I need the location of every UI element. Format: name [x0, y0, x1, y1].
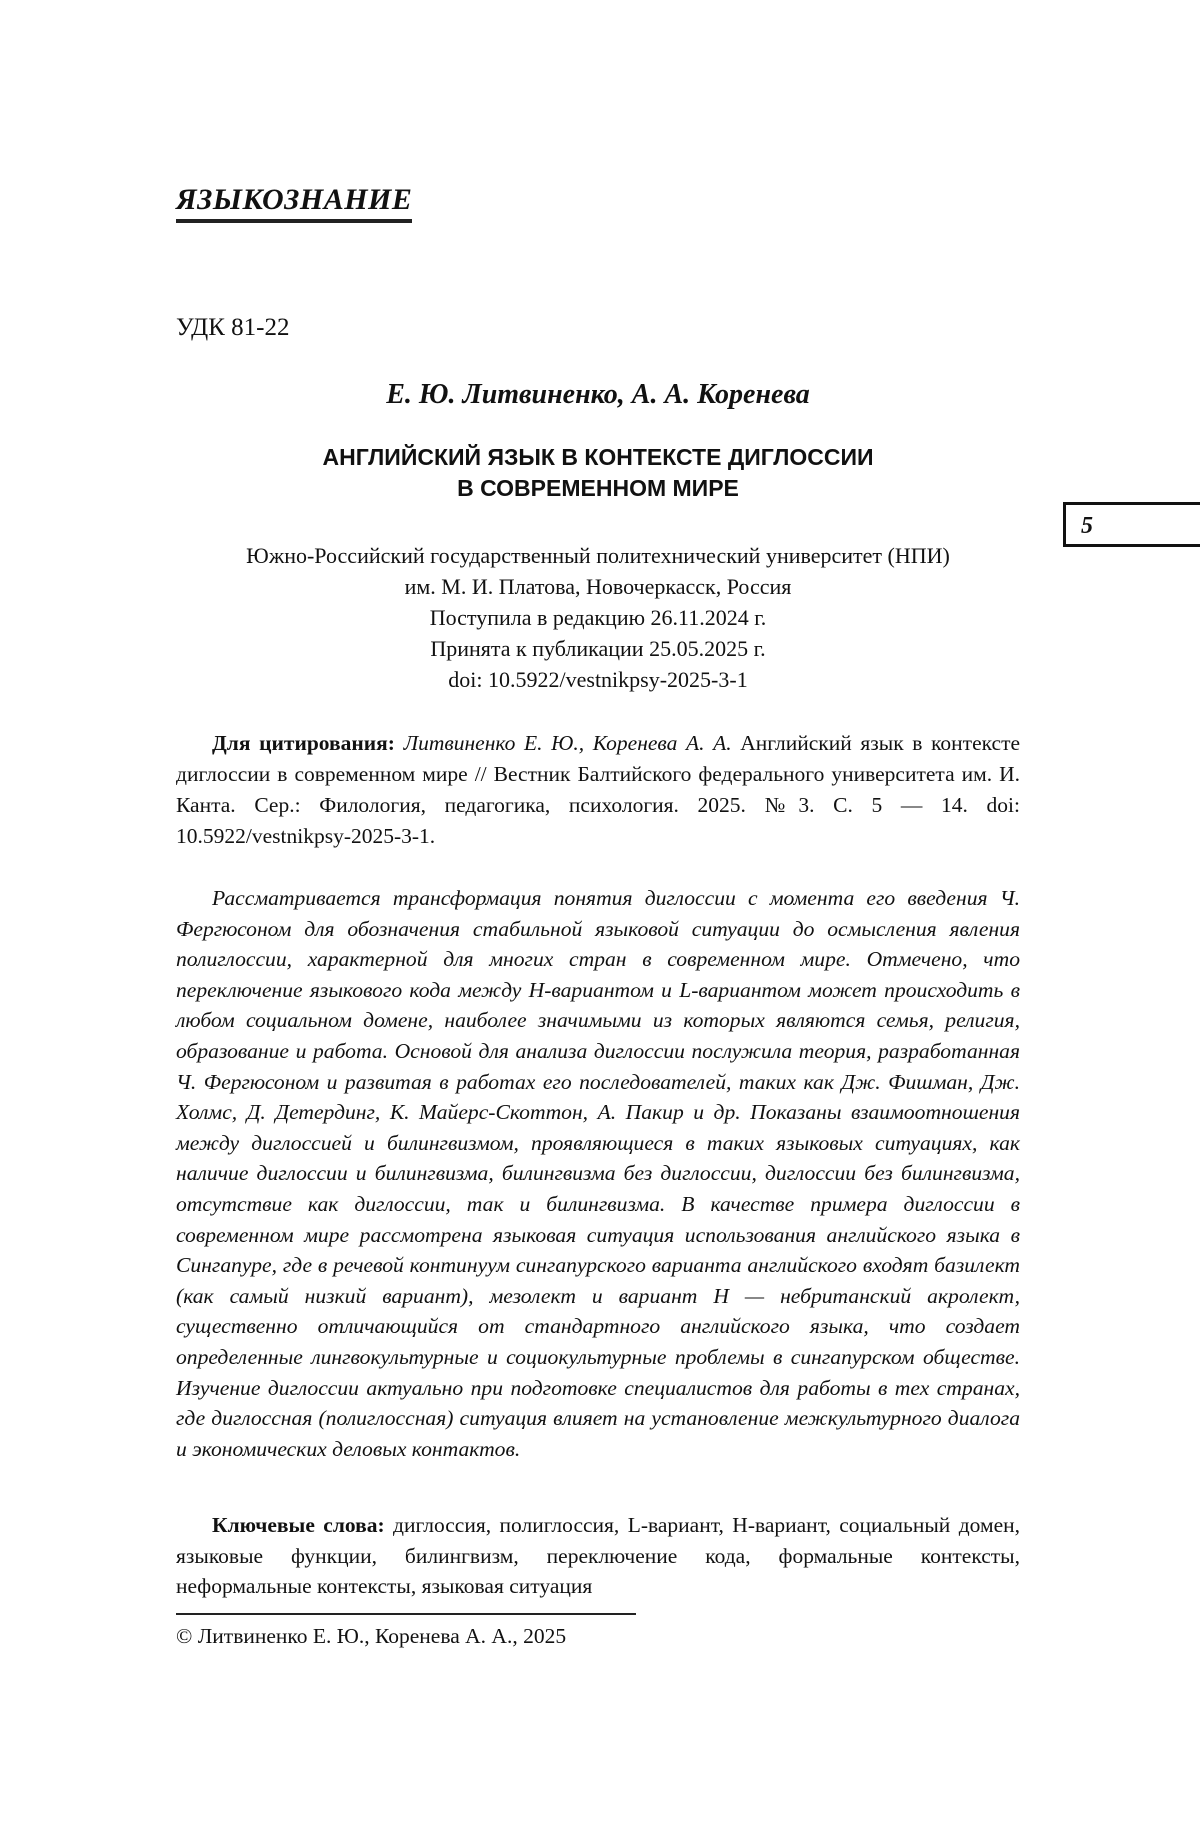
article-title — [176, 442, 1020, 504]
udc-code: УДК 81-22 — [176, 314, 290, 341]
affiliation-block — [176, 540, 1020, 695]
section-heading: ЯЗЫКОЗНАНИЕ — [176, 183, 412, 223]
page-number: 5 — [1081, 513, 1093, 539]
citation-label: Для цитирования: — [212, 731, 395, 755]
keywords-paragraph — [176, 1510, 1020, 1602]
abstract-paragraph: Рассматривается трансформация понятия диглоссии с момента его введения Ч. Фергюсоном для обозначения стабильной языковой ситуации до осмысления явления полиглоссии, характерной для многих стран в современном мире. Отмечено, что переключение языкового кода между Н-вариантом и L-вариантом может происходить в любом социальном домене, наиболее значимыми из которых являются семья, религия, образование и работа. Основой для анализа диглоссии послужила теория, разработанная Ч. Фергюсоном и развитая в работах его последователей, таких как Дж. Фишман, Дж. Холмс, Д. Детердинг, К. Майерс-Скоттон, А. Пакир и др. Показаны взаимоотношения между диглоссией и билингвизмом, проявляющиеся в таких языковых ситуациях, как наличие диглоссии и билингвизма, билингвизма без диглоссии, диглоссии без билингвизма, отсутствие как диглоссии, так и билингвизма. В качестве примера диглоссии в современном мире рассмотрена языковая ситуация использования английского языка в Сингапуре, где в речевой континуум сингапурского варианта английского входят базилект (как самый низкий вариант), мезолект и вариант Н — небританский акролект, существенно отличающийся от стандартного английского языка, что создает определенные лингвокультурные и социокультурные проблемы в сингапурском обществе. Изучение диглоссии актуально при подготовке специалистов для работы в тех странах, где диглоссная (полиглоссная) ситуация влияет на установление межкультурного диалога и экономических деловых контактов. — [176, 886, 1020, 1461]
received-date: Поступила в редакцию 26.11.2024 г. — [429, 605, 767, 630]
citation-paragraph — [176, 728, 1020, 852]
keywords-label: Ключевые слова: — [212, 1513, 385, 1537]
article-title-line-1: АНГЛИЙСКИЙ ЯЗЫК В КОНТЕКСТЕ ДИГЛОССИИ — [322, 444, 874, 470]
page-number-box — [1063, 502, 1200, 547]
footnote-divider — [176, 1613, 636, 1615]
keywords-text: диглоссия, полиглоссия, L-вариант, Н-вариант, социальный домен, языковые функции, билингвизм, переключение кода, формальные контексты, неформальные контексты, языковая ситуация — [176, 1513, 1020, 1599]
affiliation-university: Южно-Российский государственный политехнический университет (НПИ) — [246, 543, 950, 568]
citation-text: Английский язык в контексте диглоссии в современном мире // Вестник Балтийского федерального университета им. И. Канта. Сер.: Филология, педагогика, психология. 2025. №3. С. 5 — 14. doi: 10.5922/vestnikpsy-2025-3-1. — [176, 731, 1021, 848]
affiliation-location: им. М. И. Платова, Новочеркасск, Россия — [404, 574, 792, 599]
citation-authors: Литвиненко Е. Ю., Коренева А. А. — [403, 731, 732, 755]
article-authors: Е. Ю. Литвиненко, А. А. Коренева — [386, 379, 810, 410]
article-title-line-2: В СОВРЕМЕННОМ МИРЕ — [457, 475, 739, 501]
article-doi: doi: 10.5922/vestnikpsy-2025-3-1 — [448, 667, 748, 692]
copyright-notice: © Литвиненко Е. Ю., Коренева А. А., 2025 — [176, 1624, 567, 1648]
accepted-date: Принята к публикации 25.05.2025 г. — [430, 636, 766, 661]
